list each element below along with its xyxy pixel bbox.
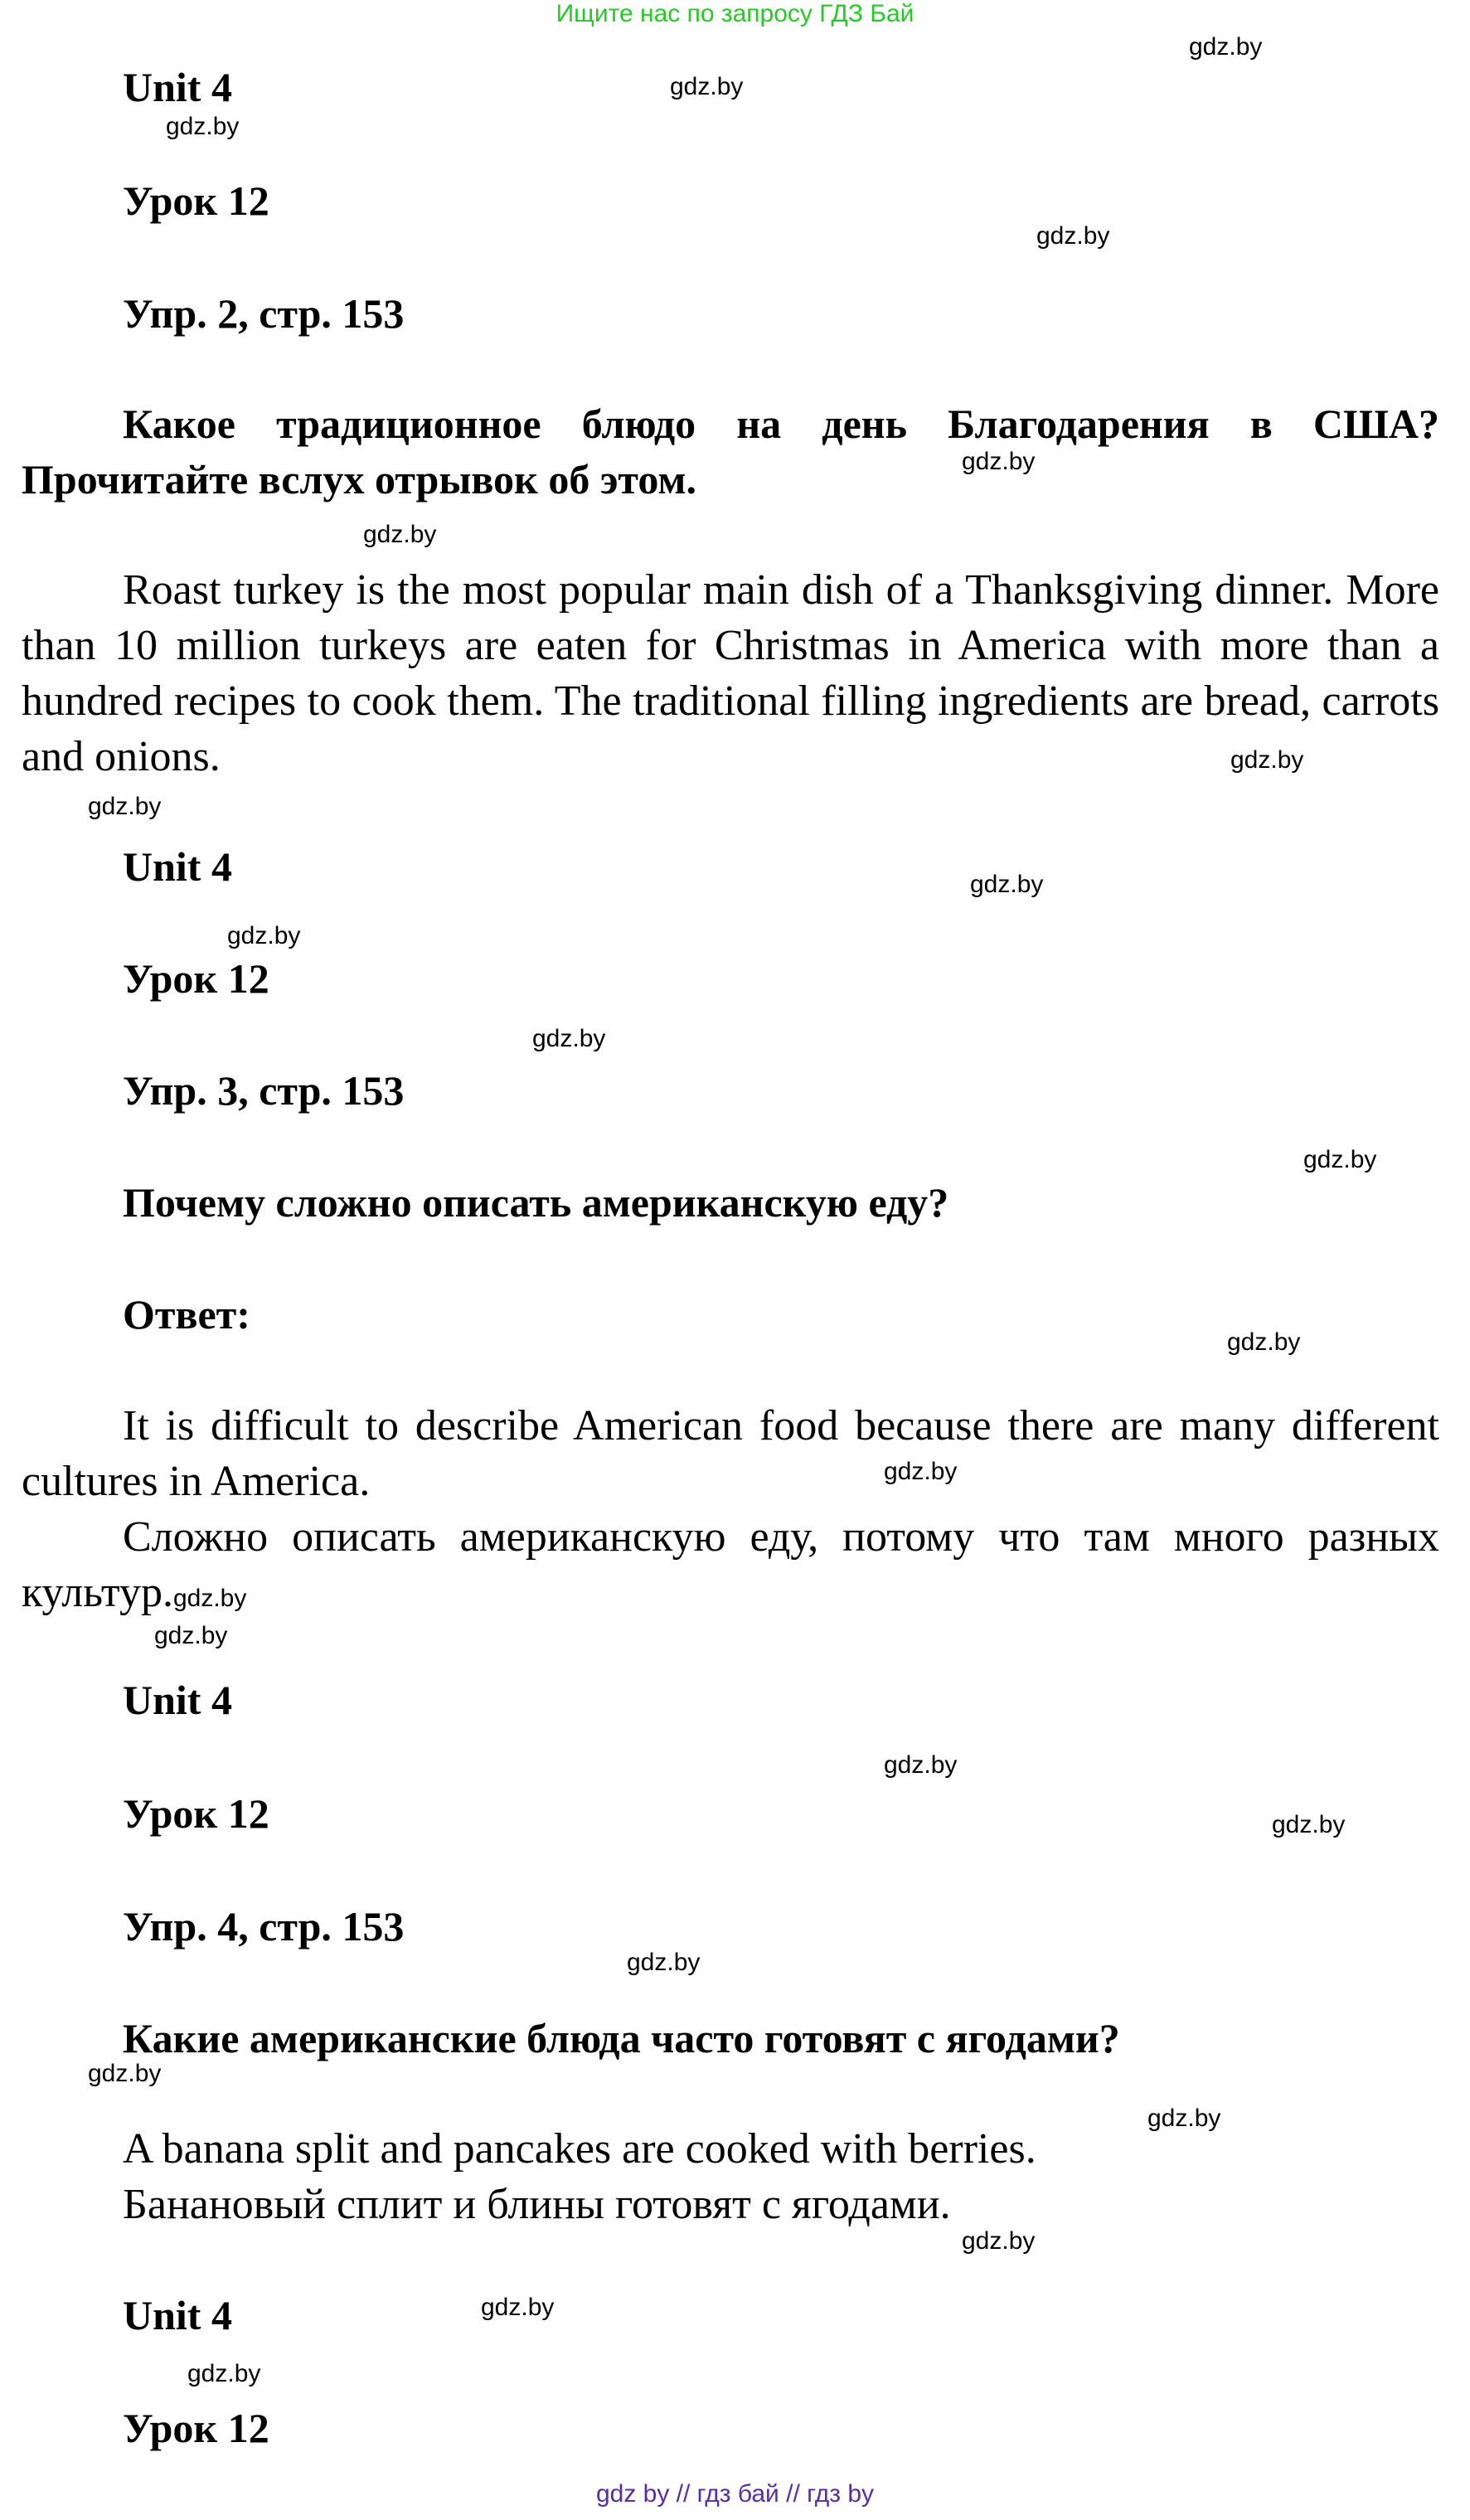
exercise-heading: Упр. 3, стр. 153 [123, 1067, 405, 1114]
watermark: gdz.by [1036, 222, 1110, 250]
answer-russian-text: Сложно описать американскую еду, потому что там много разных культур. [22, 1513, 1439, 1616]
top-banner[interactable]: Ищите нас по запросу ГДЗ Бай [555, 0, 915, 27]
watermark: gdz.by [166, 113, 240, 140]
answer-english: A banana split and pancakes are cooked with berries. [123, 2125, 1036, 2173]
lesson-heading: Урок 12 [123, 177, 269, 224]
watermark: gdz.by [1303, 1146, 1377, 1173]
watermark-inline: gdz.by [172, 1585, 247, 1612]
watermark: gdz.by [884, 1458, 958, 1485]
answer-russian: Банановый сплит и блины готовят с ягодами. [123, 2181, 951, 2228]
answer-english: It is difficult to describe American food because there are many different cultures in America. [22, 1402, 1439, 1505]
unit-heading: Unit 4 [123, 1677, 232, 1723]
watermark: gdz.by [1272, 1811, 1346, 1838]
exercise-question: Почему сложно описать американскую еду? [123, 1179, 949, 1226]
reading-passage: Roast turkey is the most popular main dish of a Thanksgiving dinner. More than 10 million turkeys are eaten for Christmas in America with more than a hundred recipes to cook them. The traditional filling ingredients are bread, carrots and onions. [22, 566, 1439, 780]
watermark: gdz.by [363, 521, 437, 548]
answer-russian [22, 1509, 1439, 1626]
watermark: gdz.by [1230, 746, 1304, 774]
unit-heading: Unit 4 [123, 64, 232, 110]
lesson-heading: Урок 12 [123, 2405, 269, 2451]
lesson-heading: Урок 12 [123, 955, 269, 1002]
exercise-question: Какое традиционное блюдо на день Благодарения в США? Прочитайте вслух отрывок об этом. [22, 401, 1439, 503]
watermark: gdz.by [1189, 33, 1263, 61]
answer-label: Ответ: [123, 1291, 250, 1338]
lesson-heading: Урок 12 [123, 1790, 269, 1837]
watermark: gdz.by [1147, 2105, 1221, 2132]
watermark: gdz.by [88, 2060, 162, 2087]
watermark: gdz.by [154, 1622, 228, 1649]
watermark: gdz.by [970, 871, 1044, 898]
exercise-heading: Упр. 2, стр. 153 [123, 290, 405, 337]
watermark: gdz.by [227, 922, 301, 949]
watermark: gdz.by [532, 1025, 606, 1052]
watermark: gdz.by [670, 73, 744, 100]
footer-links[interactable]: gdz by // гдз бай // гдз by [595, 2480, 875, 2508]
watermark: gdz.by [1227, 1328, 1301, 1356]
watermark: gdz.by [962, 448, 1036, 475]
watermark: gdz.by [627, 1949, 701, 1976]
exercise-heading: Упр. 4, стр. 153 [123, 1903, 405, 1949]
watermark: gdz.by [187, 2360, 261, 2387]
watermark: gdz.by [962, 2227, 1036, 2255]
watermark: gdz.by [88, 793, 162, 820]
unit-heading: Unit 4 [123, 2292, 232, 2338]
unit-heading: Unit 4 [123, 843, 232, 890]
watermark: gdz.by [481, 2294, 555, 2321]
watermark: gdz.by [884, 1751, 958, 1779]
exercise-question: Какие американские блюда часто готовят с ягодами? [123, 2015, 1120, 2061]
